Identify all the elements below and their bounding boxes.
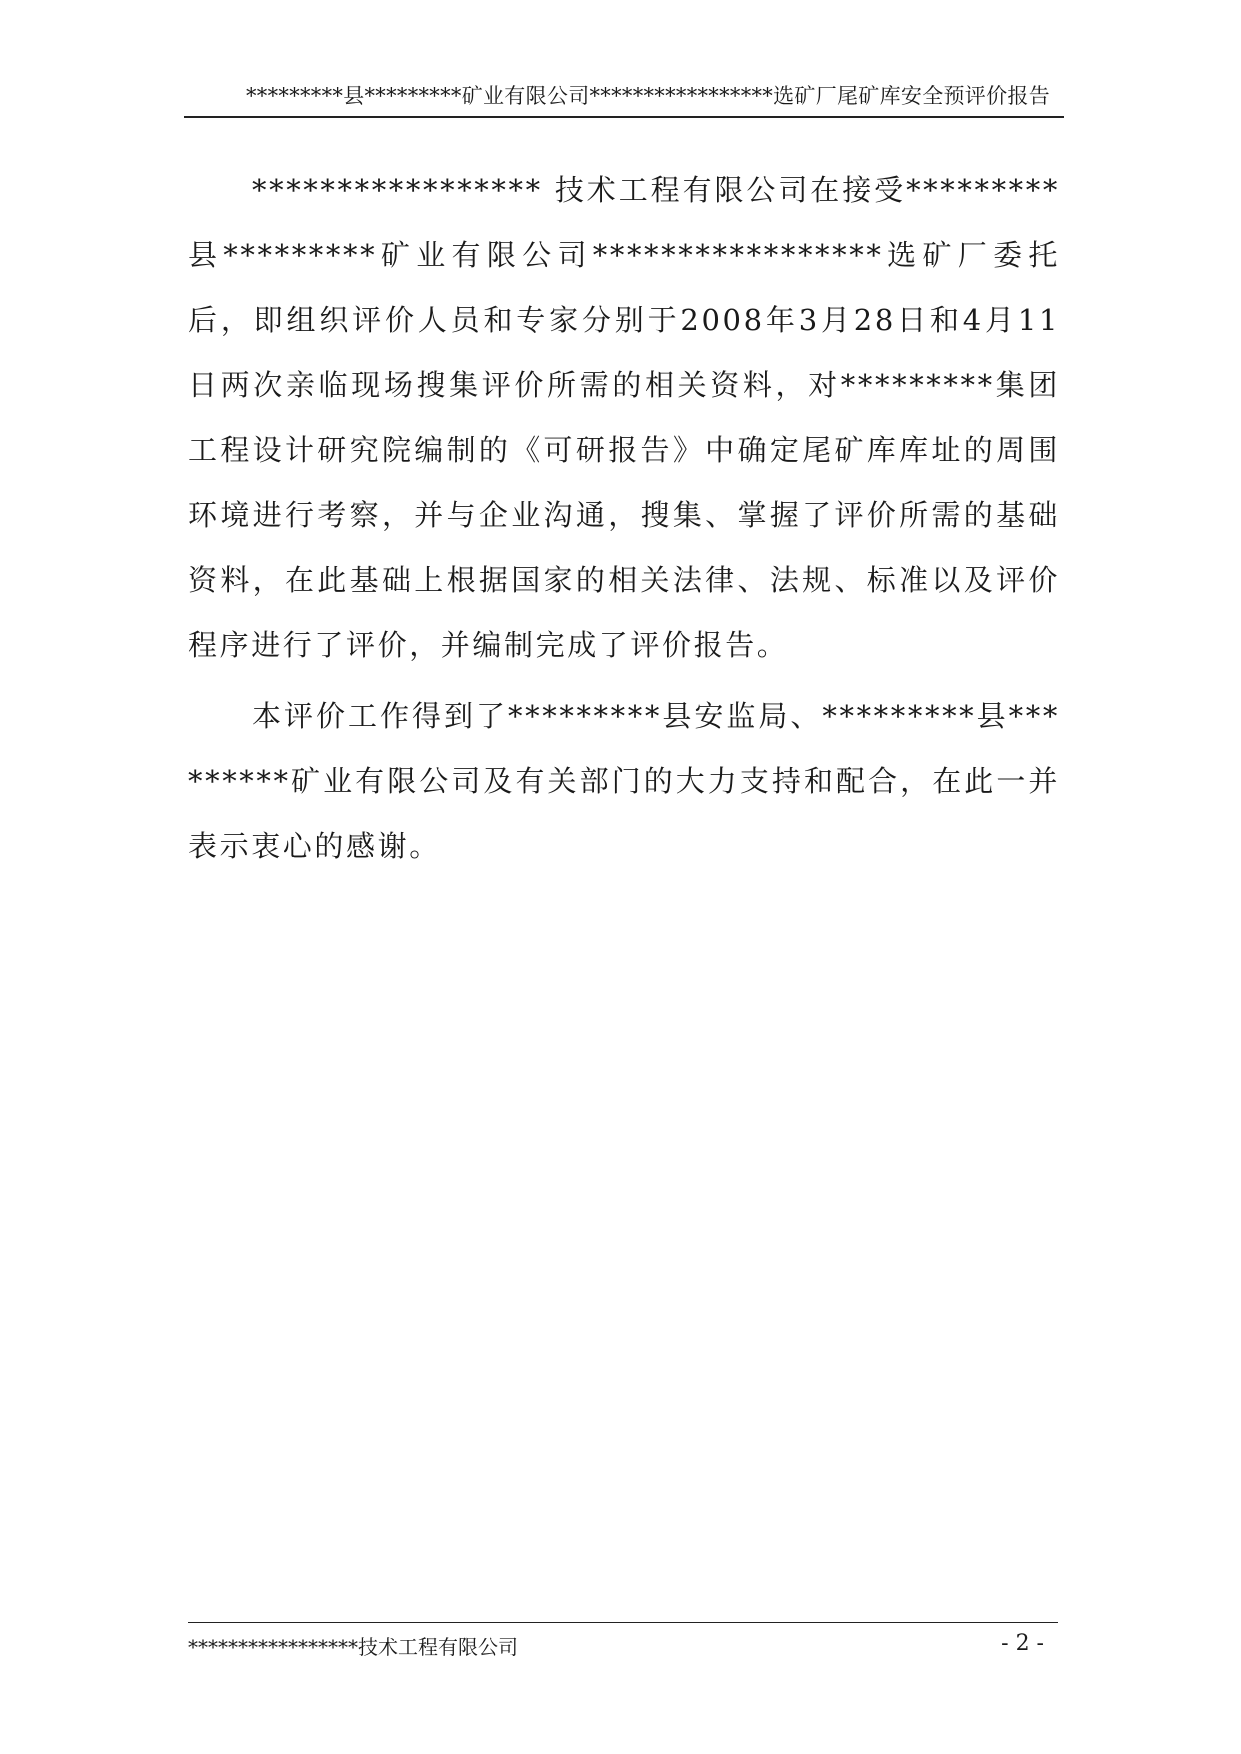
footer-company-name: *****************技术工程有限公司 bbox=[188, 1635, 518, 1659]
body-paragraph-2: 本评价工作得到了*********县安监局、*********县*********矿业有限公司及有关部门的大力支持和配合，在此一并表示衷心的感谢。 bbox=[188, 699, 1060, 863]
body-paragraph-1: ***************** 技术工程有限公司在接受*********县*********矿业有限公司*****************选矿厂委托后，即组织评价人员和专家分别于2008年3月28日和4月11日两次亲临现场搜集评价所需的相关资料，对*********集团工程设计研究院编制的《可研报告》中确定尾矿库库址的周围环境进行考察，并与企业沟通，搜集、掌握了评价所需的基础资料，在此基础上根据国家的相关法律、法规、标准以及评价程序进行了评价，并编制完成了评价报告。 bbox=[188, 173, 1060, 662]
header-report-title: *********县*********矿业有限公司*****************选矿厂尾矿库安全预评价报告 bbox=[246, 84, 1050, 108]
document-body bbox=[188, 158, 1060, 879]
page-header bbox=[184, 82, 1064, 118]
page-number: - 2 - bbox=[1001, 1631, 1044, 1656]
page-footer bbox=[188, 1622, 1058, 1663]
